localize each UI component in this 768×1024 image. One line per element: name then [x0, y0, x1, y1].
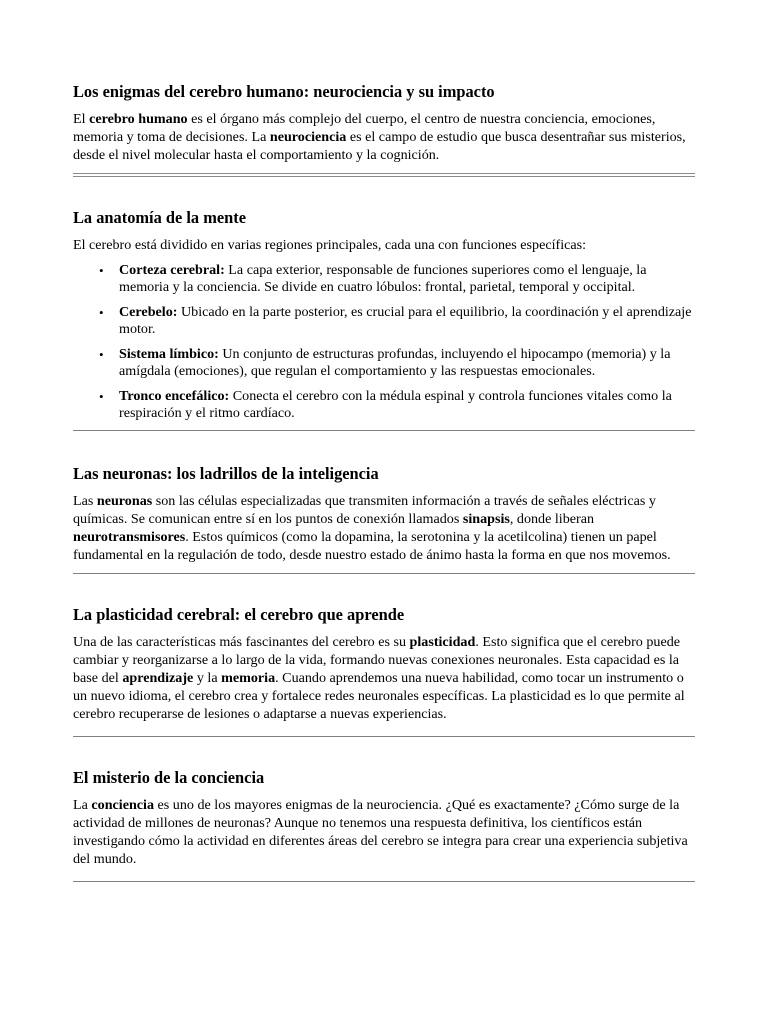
section-anatomia — [73, 208, 695, 431]
text-run: Las — [73, 493, 97, 509]
text-run: es el órgano más complejo del cuerpo, el centro de nuestra conciencia, emociones, memoria y toma de decisiones. La — [73, 111, 656, 145]
section-paragraph — [73, 796, 695, 868]
section-divider — [73, 881, 695, 882]
text-run: es el campo de estudio que busca desentrañar sus misterios, desde el nivel molecular hasta el comportamiento y la cognición. — [73, 129, 686, 163]
bold-term: plasticidad — [409, 634, 476, 650]
section-divider — [73, 173, 695, 177]
bullet: • — [99, 305, 104, 320]
section-title: Las neuronas: los ladrillos de la inteligencia — [73, 464, 379, 483]
section-title: La anatomía de la mente — [73, 208, 246, 227]
section-title: Los enigmas del cerebro humano: neurociencia y su impacto — [73, 82, 495, 101]
text-run: . Estos químicos (como la dopamina, la serotonina y la acetilcolina) tienen un papel fundamental en la regulación de todo, desde nuestro estado de ánimo hasta la forma en que nos movemos. — [73, 529, 671, 563]
bold-term: aprendizaje — [122, 670, 194, 686]
list-item — [99, 388, 695, 422]
bullet: • — [99, 263, 104, 278]
bold-term: Corteza cerebral: — [119, 262, 225, 278]
section-paragraph — [73, 633, 695, 723]
section-divider — [73, 573, 695, 574]
section-paragraph — [73, 492, 695, 564]
text-run: , donde liberan — [509, 511, 595, 527]
text-run: Un conjunto de estructuras profundas, incluyendo el hipocampo (memoria) y la amígdala (emociones), que regulan el comportamiento y las respuestas emocionales. — [119, 346, 671, 379]
section-plasticidad — [73, 605, 695, 737]
bullet: • — [99, 389, 104, 404]
bold-term: memoria — [221, 670, 276, 686]
text-run: El — [73, 111, 90, 127]
bold-term: sinapsis — [462, 511, 510, 527]
bold-term: cerebro humano — [89, 111, 188, 127]
text-run: Ubicado en la parte posterior, es crucial para el equilibrio, la coordinación y el aprendizaje motor. — [119, 304, 692, 337]
section-title: La plasticidad cerebral: el cerebro que aprende — [73, 605, 405, 624]
regions-list — [73, 262, 695, 422]
text-run: . Esto significa que el cerebro puede cambiar y reorganizarse a lo largo de la vida, formando nuevas conexiones neuronales. Esta capacidad es la base del — [73, 634, 680, 686]
text-run: La — [73, 797, 92, 813]
bold-term: neuronas — [96, 493, 153, 509]
text-run: La capa exterior, responsable de funciones superiores como el lenguaje, la memoria y la conciencia. Se divide en cuatro lóbulos: frontal, parietal, temporal y occipital. — [119, 262, 647, 295]
section-divider — [73, 736, 695, 737]
text-run: son las células especializadas que transmiten información a través de señales eléctricas y químicas. Se comunican entre sí en los puntos de conexión llamados — [73, 493, 656, 527]
bold-term: Cerebelo: — [119, 304, 178, 320]
section-paragraph — [73, 110, 695, 164]
list-item — [99, 262, 695, 296]
list-item — [99, 304, 695, 338]
section-paragraph: El cerebro está dividido en varias regiones principales, cada una con funciones específicas: — [73, 237, 587, 253]
bold-term: conciencia — [91, 797, 155, 813]
section-divider — [73, 430, 695, 431]
section-conciencia — [73, 768, 695, 882]
bullet: • — [99, 347, 104, 362]
text-run: Una de las características más fascinantes del cerebro es su — [73, 634, 410, 650]
section-title: El misterio de la conciencia — [73, 768, 265, 787]
bold-term: neurociencia — [269, 129, 347, 145]
text-run: es uno de los mayores enigmas de la neurociencia. ¿Qué es exactamente? ¿Cómo surge de la actividad de millones de neuronas? Aunque no tenemos una respuesta definitiva, los científicos están investigando cómo la actividad en diferentes áreas del cerebro se integra para crear una experiencia subjetiva del mundo. — [73, 797, 688, 867]
section-enigmas — [73, 82, 695, 177]
bold-term: Tronco encefálico: — [119, 388, 230, 404]
section-neuronas — [73, 464, 695, 574]
bold-term: neurotransmisores — [73, 529, 186, 545]
text-run: . Cuando aprendemos una nueva habilidad, como tocar un instrumento o un nuevo idioma, el cerebro crea y fortalece redes neuronales específicas. La plasticidad es lo que permite al cerebro recuperarse de lesiones o adaptarse a nuevas experiencias. — [73, 670, 685, 722]
text-run: Conecta el cerebro con la médula espinal y controla funciones vitales como la respiración y el ritmo cardíaco. — [119, 388, 672, 421]
list-item — [99, 346, 695, 380]
bold-term: Sistema límbico: — [119, 346, 219, 362]
text-run: y la — [193, 670, 222, 686]
